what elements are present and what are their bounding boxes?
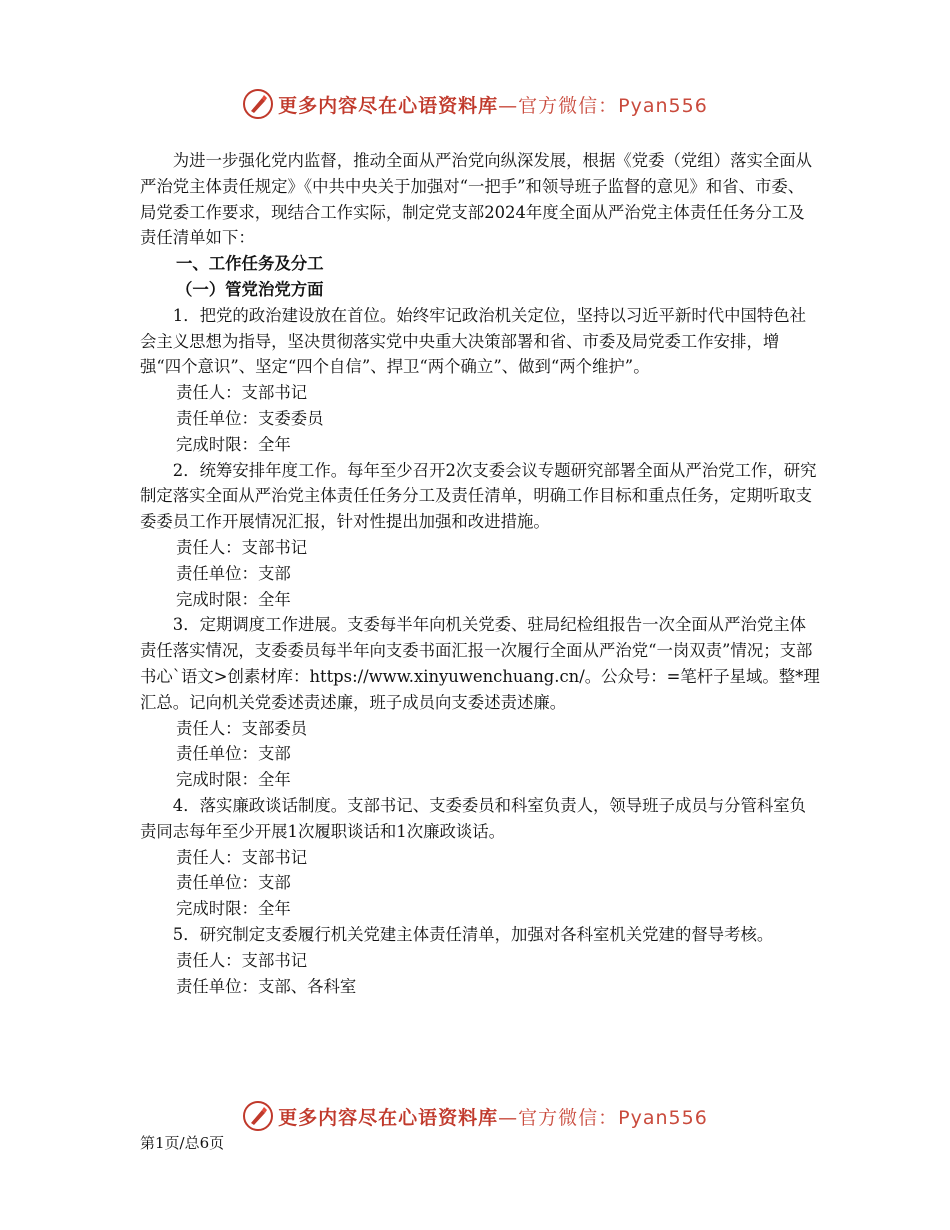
responsible-unit: 责任单位：支部、各科室 <box>176 976 357 996</box>
deadline: 完成时限：全年 <box>176 770 291 790</box>
document-body <box>140 148 820 999</box>
pen-logo-icon <box>242 1100 274 1132</box>
header-watermark-banner <box>0 84 950 124</box>
banner-suffix: —官方微信：Pyan556 <box>498 1106 708 1129</box>
deadline: 完成时限：全年 <box>176 589 291 609</box>
deadline: 完成时限：全年 <box>176 899 291 919</box>
responsible-person: 责任人：支部书记 <box>176 537 308 557</box>
task-item-text: 2．统筹安排年度工作。每年至少召开2次支委会议专题研究部署全面从严治党工作，研究制定落实全面从严治党主体责任任务分工及责任清单，明确工作目标和重点任务，定期听取支委委员工作开展情况汇报，针对性提出加强和改进措施。 <box>140 460 817 532</box>
task-item-text: 3．定期调度工作进展。支委每半年向机关党委、驻局纪检组报告一次全面从严治党主体责任落实情况，支委委员每半年向支委书面汇报一次履行全面从严治党“一岗双责”情况；支部书心`语文>创素材库：https://www.xinyuwenchuang.cn/。公众号：=笔杆子星域。整*理汇总。记向机关党委述责述廉，班子成员向支委述责述廉。 <box>140 615 820 712</box>
banner-title: 更多内容尽在心语资料库 <box>278 1106 499 1129</box>
section-heading: 一、工作任务及分工 <box>176 254 324 274</box>
task-item-text: 1．把党的政治建设放在首位。始终牢记政治机关定位，坚持以习近平新时代中国特色社会主义思想为指导，坚决贯彻落实党中央重大决策部署和省、市委及局党委工作安排，增强“四个意识”、坚定“四个自信”、捍卫“两个确立”、做到“两个维护”。 <box>140 305 807 377</box>
task-item-text: 5．研究制定支委履行机关党建主体责任清单，加强对各科室机关党建的督导考核。 <box>172 924 774 944</box>
page-number: 第1页/总6页 <box>140 1134 225 1152</box>
responsible-person: 责任人：支部委员 <box>176 718 308 738</box>
subsection-heading: （一）管党治党方面 <box>176 279 324 299</box>
responsible-person: 责任人：支部书记 <box>176 950 308 970</box>
deadline: 完成时限：全年 <box>176 434 291 454</box>
responsible-unit: 责任单位：支委委员 <box>176 408 324 428</box>
banner-title: 更多内容尽在心语资料库 <box>278 94 499 117</box>
responsible-unit: 责任单位：支部 <box>176 744 291 764</box>
task-item-text: 4．落实廉政谈话制度。支部书记、支委委员和科室负责人，领导班子成员与分管科室负责同志每年至少开展1次履职谈话和1次廉政谈话。 <box>140 795 807 841</box>
intro-paragraph: 为进一步强化党内监督，推动全面从严治党向纵深发展，根据《党委（党组）落实全面从严治党主体责任规定》《中共中央关于加强对“一把手”和领导班子监督的意见》和省、市委、局党委工作要求，现结合工作实际，制定党支部2024年度全面从严治党主体责任任务分工及责任清单如下： <box>140 151 813 248</box>
footer-watermark-banner <box>0 1096 950 1136</box>
responsible-unit: 责任单位：支部 <box>176 563 291 583</box>
banner-suffix: —官方微信：Pyan556 <box>498 94 708 117</box>
responsible-person: 责任人：支部书记 <box>176 847 308 867</box>
responsible-unit: 责任单位：支部 <box>176 873 291 893</box>
pen-logo-icon <box>242 88 274 120</box>
responsible-person: 责任人：支部书记 <box>176 383 308 403</box>
